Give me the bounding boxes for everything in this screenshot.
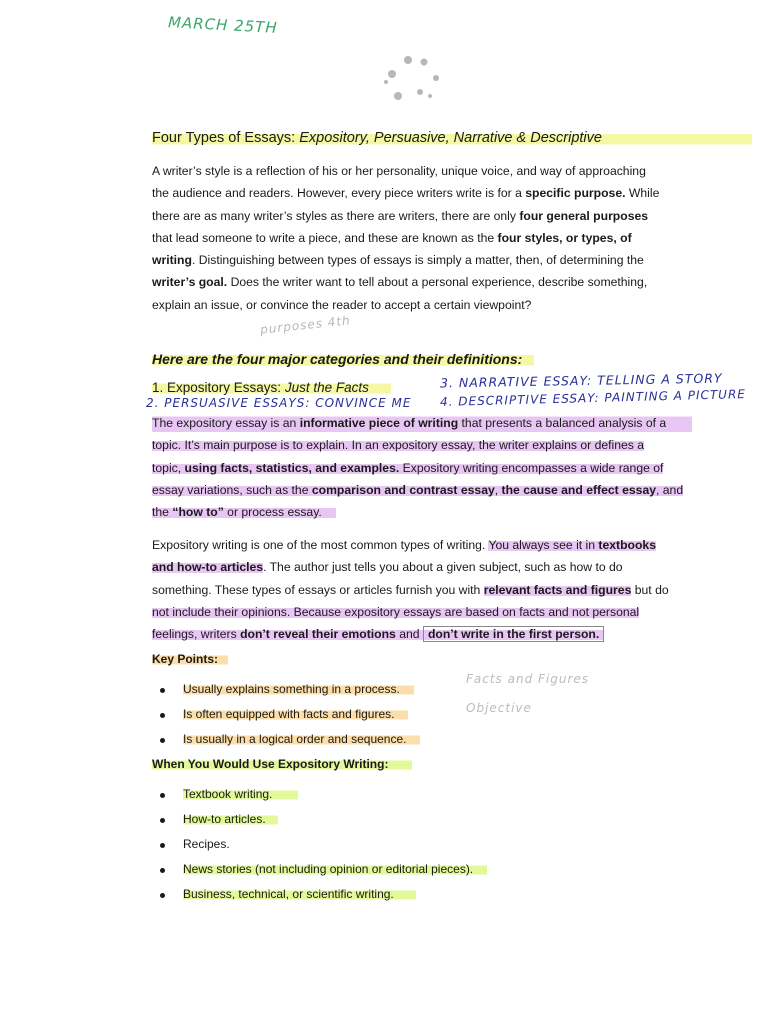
- bullet-icon: [160, 893, 165, 898]
- intro-line-3: there are as many writer’s styles as there are writers, there are only four general purposes: [152, 208, 649, 223]
- intro-line-5: writing. Distinguishing between types of essays is simply a matter, then, of determining the: [152, 253, 644, 268]
- key-points-heading: Key Points:: [152, 652, 228, 666]
- intro-line-2: the audience and readers. However, every piece writers write is for a specific purpose. While: [152, 186, 660, 201]
- para1-line-2: topic. It’s main purpose is to explain. In an expository essay, the writer explains or defines a: [152, 438, 645, 453]
- para1-line-1: The expository essay is an informative piece of writing that presents a balanced analysis of a: [152, 412, 692, 434]
- doodle-decoration: [378, 52, 448, 107]
- bullet-icon: [160, 793, 165, 798]
- para1-line-4: essay variations, such as the comparison and contrast essay, the cause and effect essay, and: [152, 482, 684, 497]
- when-use-item: Recipes.: [160, 832, 487, 857]
- bullet-icon: [160, 713, 165, 718]
- bullet-icon: [160, 738, 165, 743]
- section-expository-heading: 1. Expository Essays: Just the Facts: [152, 380, 391, 395]
- para1-line-3: topic, using facts, statistics, and examples. Expository writing encompasses a wide range of: [152, 460, 664, 475]
- intro-paragraph: [152, 160, 692, 316]
- handwritten-note-purposes: purposes 4th: [259, 313, 352, 337]
- categories-heading: Here are the four major categories and their definitions:: [152, 351, 534, 367]
- intro-line-4: that lead someone to write a piece, and these are known as the four styles, or types, of: [152, 230, 632, 245]
- intro-line-6: writer’s goal. Does the writer want to tell about a personal experience, describe something,: [152, 275, 648, 290]
- when-use-heading: When You Would Use Expository Writing:: [152, 757, 412, 771]
- handwritten-note-persuasive: 2. PERSUASIVE ESSAYS: CONVINCE ME: [146, 396, 412, 410]
- handwritten-note-narrative: 3. NARRATIVE ESSAY: TELLING A STORY: [439, 370, 723, 391]
- para2-line-3: something. These types of essays or articles furnish you with relevant facts and figures but do: [152, 582, 669, 597]
- para2-line-2: and how-to articles. The author just tells you about a given subject, such as how to do: [152, 560, 623, 575]
- intro-line-7: explain an issue, or convince the reader to accept a certain viewpoint?: [152, 297, 532, 312]
- key-point-item: Is usually in a logical order and sequence.: [160, 727, 420, 752]
- handwritten-note-objective: Objective: [466, 701, 532, 715]
- para1-line-5: the “how to” or process essay.: [152, 501, 692, 523]
- key-point-item: Usually explains something in a process.: [160, 677, 420, 702]
- bullet-icon: [160, 868, 165, 873]
- title-italic: Expository, Persuasive, Narrative & Descriptive: [299, 130, 602, 146]
- when-use-item: News stories (not including opinion or editorial pieces).: [160, 857, 487, 882]
- document-title: [152, 130, 752, 146]
- bullet-icon: [160, 818, 165, 823]
- when-use-item: Textbook writing.: [160, 782, 487, 807]
- expository-definition-paragraph: [152, 412, 692, 523]
- key-points-list: [160, 677, 420, 752]
- when-use-list: [160, 782, 487, 907]
- handwritten-note-facts: Facts and Figures: [466, 672, 590, 686]
- para2-line-5: feelings, writers don’t reveal their emotions and don’t write in the first person.: [152, 623, 692, 645]
- expository-usage-paragraph: [152, 534, 692, 645]
- para2-line-1: Expository writing is one of the most common types of writing. You always see it in textbooks: [152, 538, 656, 552]
- title-lead: Four Types of Essays:: [152, 130, 300, 146]
- when-use-item: How-to articles.: [160, 807, 487, 832]
- bullet-icon: [160, 688, 165, 693]
- handwritten-note-descriptive: 4. DESCRIPTIVE ESSAY: PAINTING A PICTURE: [439, 386, 747, 410]
- para2-line-4: not include their opinions. Because expository essays are based on facts and not personal: [152, 604, 640, 619]
- intro-line-1: A writer’s style is a reflection of his or her personality, unique voice, and way of approaching: [152, 164, 646, 178]
- when-use-item: Business, technical, or scientific writing.: [160, 882, 487, 907]
- handwritten-date: MARCH 25TH: [167, 13, 279, 37]
- key-point-item: Is often equipped with facts and figures.: [160, 702, 420, 727]
- bullet-icon: [160, 843, 165, 848]
